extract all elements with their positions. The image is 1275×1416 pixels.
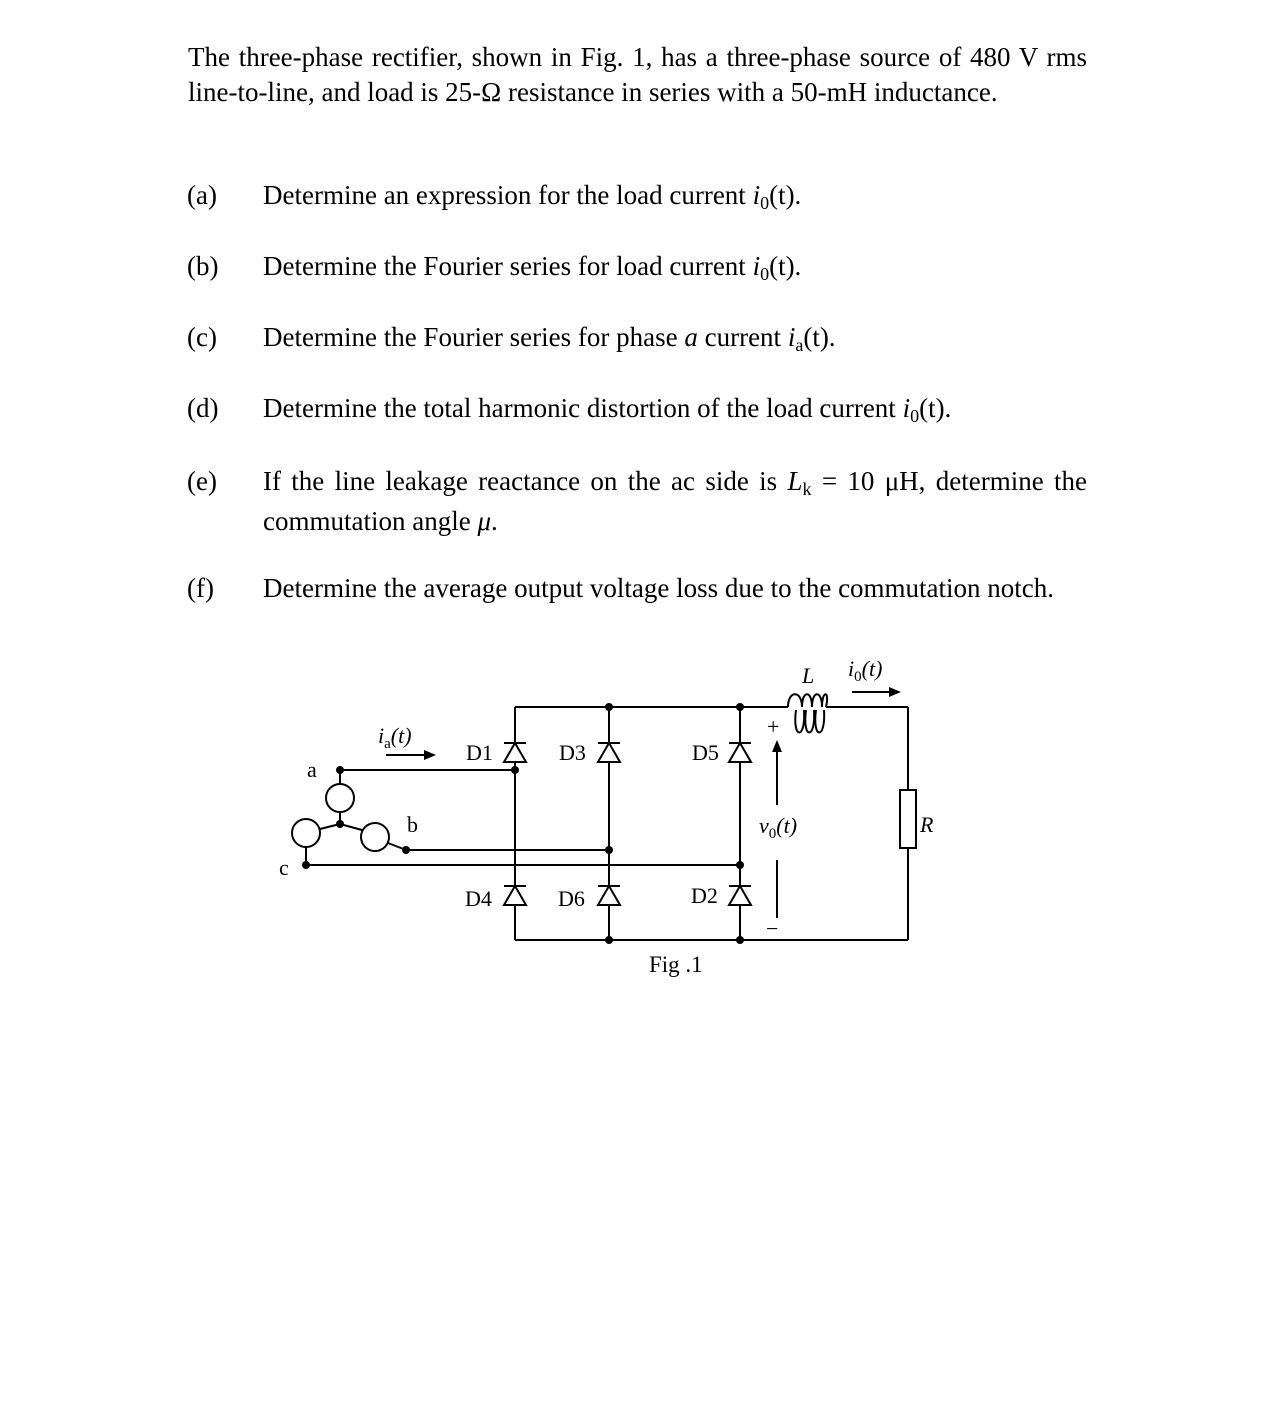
io-label: $i_0(t)$	[848, 656, 883, 685]
junction-dot	[336, 766, 344, 774]
minus-sign: −	[766, 916, 779, 941]
phase-symbol: a	[684, 322, 698, 352]
inductor-coil-top	[788, 694, 827, 707]
question-text: Determine the total harmonic distortion of the load current	[263, 393, 903, 423]
ia-label: $i_a(t)$	[378, 723, 412, 752]
diode-d3-symbol	[598, 743, 620, 762]
var-subscript: k	[802, 479, 812, 499]
var-symbol: L	[787, 466, 803, 496]
question-label: (b)	[187, 251, 219, 281]
source-b-symbol	[361, 823, 389, 851]
vo-arrow-head	[772, 740, 782, 752]
question-text: Determine the average output voltage loss due to the commutation notch.	[263, 573, 1055, 603]
question-label: (d)	[187, 393, 219, 423]
junction-dot	[511, 766, 519, 774]
var-tail: .	[491, 506, 498, 536]
junction-dot	[736, 703, 744, 711]
diode-d4-symbol	[504, 886, 526, 905]
question-text: current	[697, 322, 788, 352]
diode-label-d3: D3	[559, 740, 586, 765]
diode-label-d6: D6	[558, 886, 585, 911]
source-c-symbol	[292, 819, 320, 847]
junction-dot	[605, 846, 613, 854]
var-symbol: i	[752, 251, 761, 281]
ia-arrow-head	[424, 750, 436, 760]
var-subscript: 0	[760, 264, 770, 284]
var-tail: (t).	[919, 393, 952, 423]
var-tail: (t).	[769, 251, 802, 281]
question-text: Determine the Fourier series for load current	[263, 251, 753, 281]
junction-dot	[605, 936, 613, 944]
source-a-symbol	[326, 784, 354, 812]
var-subscript: 0	[910, 406, 920, 426]
question-text: Determine the Fourier series for phase	[263, 322, 685, 352]
question-label: (a)	[187, 180, 217, 210]
diode-d6-symbol	[598, 886, 620, 905]
diode-label-d4: D4	[465, 886, 492, 911]
diode-d2-symbol	[729, 886, 751, 905]
junction-dot	[736, 936, 744, 944]
node-label-b: b	[407, 812, 418, 837]
junction-dot	[736, 861, 744, 869]
question-text: If the line leakage reactance on the ac side is	[263, 466, 788, 496]
var-subscript: a	[795, 335, 804, 355]
node-label-a: a	[307, 757, 317, 782]
var-symbol: i	[902, 393, 911, 423]
diode-d5-symbol	[729, 743, 751, 762]
junction-dot	[605, 703, 613, 711]
junction-dot	[336, 820, 344, 828]
node-label-c: c	[279, 855, 289, 880]
diode-label-d1: D1	[466, 740, 493, 765]
resistor-label: R	[920, 812, 934, 837]
var-symbol: i	[752, 180, 761, 210]
junction-dot	[402, 846, 410, 854]
var-tail: (t).	[803, 322, 836, 352]
inductor-label: L	[802, 663, 815, 688]
junction-dot	[302, 861, 310, 869]
diode-label-d2: D2	[691, 883, 718, 908]
vo-label: $v_0(t)$	[759, 813, 798, 842]
question-label: (c)	[187, 322, 217, 352]
var-subscript: 0	[760, 193, 770, 213]
question-label: (f)	[187, 573, 214, 603]
question-text: Determine an expression for the load current	[263, 180, 753, 210]
resistor-symbol	[900, 790, 916, 848]
question-label: (e)	[187, 466, 217, 496]
diode-label-d5: D5	[692, 740, 719, 765]
problem-statement: The three-phase rectifier, shown in Fig. 1, has a three-phase source of 480 V rms line-to-line, and load is 25-Ω resistance in series with a 50-mH inductance.	[188, 42, 1087, 107]
var-symbol: i	[787, 322, 796, 352]
question-text: = 10 μH, determine the commutation angle	[263, 466, 1087, 536]
plus-sign: +	[767, 714, 780, 739]
mu-symbol: μ	[477, 506, 492, 536]
inductor-coil-loops	[795, 710, 824, 733]
figure-caption: Fig .1	[649, 952, 703, 977]
io-arrow-head	[889, 687, 901, 697]
var-tail: (t).	[769, 180, 802, 210]
diode-d1-symbol	[504, 743, 526, 762]
